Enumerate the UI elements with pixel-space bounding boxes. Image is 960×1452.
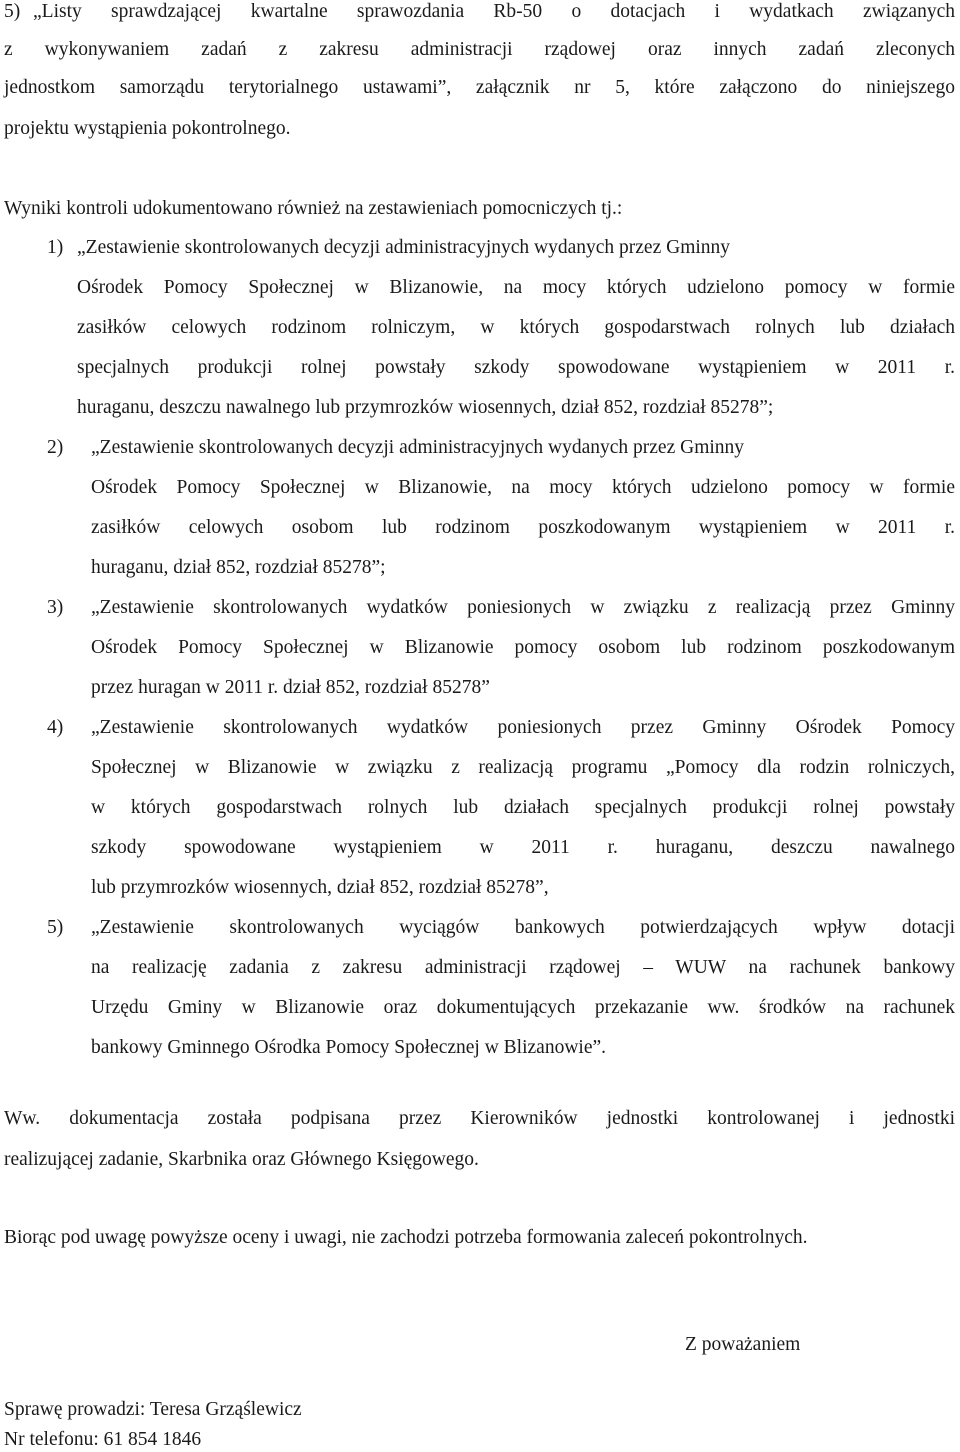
prepared-by: Sprawę prowadzi: Teresa Grząślewicz xyxy=(4,1399,302,1420)
list-line: zasiłków celowych osobom lub rodzinom poszkodowanym wystąpieniem w 2011 r. xyxy=(91,517,955,538)
intro-line: „Listy sprawdzającej kwartalne sprawozdania Rb-50 o dotacjach i wydatkach związanych xyxy=(33,1,955,22)
list-number: 3) xyxy=(47,597,64,618)
list-line: „Zestawienie skontrolowanych decyzji administracyjnych wydanych przez Gminny xyxy=(91,437,745,458)
list-line: Urzędu Gminy w Blizanowie oraz dokumentujących przekazanie ww. środków na rachunek xyxy=(91,997,955,1018)
list-number: 1) xyxy=(47,237,64,258)
list-line: przez huragan w 2011 r. dział 852, rozdział 85278” xyxy=(91,677,490,698)
list-line: bankowy Gminnego Ośrodka Pomocy Społecznej w Blizanowie”. xyxy=(91,1037,607,1058)
list-line: specjalnych produkcji rolnej powstały szkody spowodowane wystąpieniem w 2011 r. xyxy=(77,357,955,378)
signatures-line: Ww. dokumentacja została podpisana przez Kierowników jednostki kontrolowanej i jednostki xyxy=(4,1108,955,1129)
list-line: „Zestawienie skontrolowanych wydatków poniesionych w związku z realizacją przez Gminny xyxy=(91,597,955,618)
list-line: Ośrodek Pomocy Społecznej w Blizanowie pomocy osobom lub rodzinom poszkodowanym xyxy=(91,637,955,658)
signatures-line: realizującej zadanie, Skarbnika oraz Głównego Księgowego. xyxy=(4,1149,479,1170)
phone-number: Nr telefonu: 61 854 1846 xyxy=(4,1429,202,1450)
list-line: zasiłków celowych rodzinom rolniczym, w których gospodarstwach rolnych lub działach xyxy=(77,317,955,338)
list-line: Ośrodek Pomocy Społecznej w Blizanowie, na mocy których udzielono pomocy w formie xyxy=(91,477,955,498)
list-number: 4) xyxy=(47,717,64,738)
list-line: „Zestawienie skontrolowanych decyzji administracyjnych wydanych przez Gminny xyxy=(77,237,731,258)
list-line: w których gospodarstwach rolnych lub działach specjalnych produkcji rolnej powstały xyxy=(91,797,955,818)
list-line: szkody spowodowane wystąpieniem w 2011 r. huraganu, deszczu nawalnego xyxy=(91,837,955,858)
list-line: huraganu, deszczu nawalnego lub przymrozków wiosennych, dział 852, rozdział 85278”; xyxy=(77,397,774,418)
list-line: „Zestawienie skontrolowanych wydatków poniesionych przez Gminny Ośrodek Pomocy xyxy=(91,717,955,738)
list-number: 5) xyxy=(47,917,64,938)
intro-line: jednostkom samorządu terytorialnego ustawami”, załącznik nr 5, które załączono do niniejszego xyxy=(4,77,955,98)
list-line: Społecznej w Blizanowie w związku z realizacją programu „Pomocy dla rodzin rolniczych, xyxy=(91,757,955,778)
results-intro: Wyniki kontroli udokumentowano również na zestawieniach pomocniczych tj.: xyxy=(4,198,623,219)
list-line: „Zestawienie skontrolowanych wyciągów bankowych potwierdzających wpływ dotacji xyxy=(91,917,955,938)
list-line: Ośrodek Pomocy Społecznej w Blizanowie, na mocy których udzielono pomocy w formie xyxy=(77,277,955,298)
closing-salutation: Z poważaniem xyxy=(685,1334,801,1355)
intro-line: projektu wystąpienia pokontrolnego. xyxy=(4,118,291,139)
list-line: lub przymrozków wiosennych, dział 852, rozdział 85278”, xyxy=(91,877,549,898)
list-number: 2) xyxy=(47,437,64,458)
intro-line: z wykonywaniem zadań z zakresu administracji rządowej oraz innych zadań zleconych xyxy=(4,39,955,60)
list-line: huraganu, dział 852, rozdział 85278”; xyxy=(91,557,386,578)
list-number: 5) xyxy=(4,1,21,22)
list-line: na realizację zadania z zakresu administracji rządowej – WUW na rachunek bankowy xyxy=(91,957,955,978)
conclusion: Biorąc pod uwagę powyższe oceny i uwagi, nie zachodzi potrzeba formowania zaleceń pokontrolnych. xyxy=(4,1227,808,1248)
